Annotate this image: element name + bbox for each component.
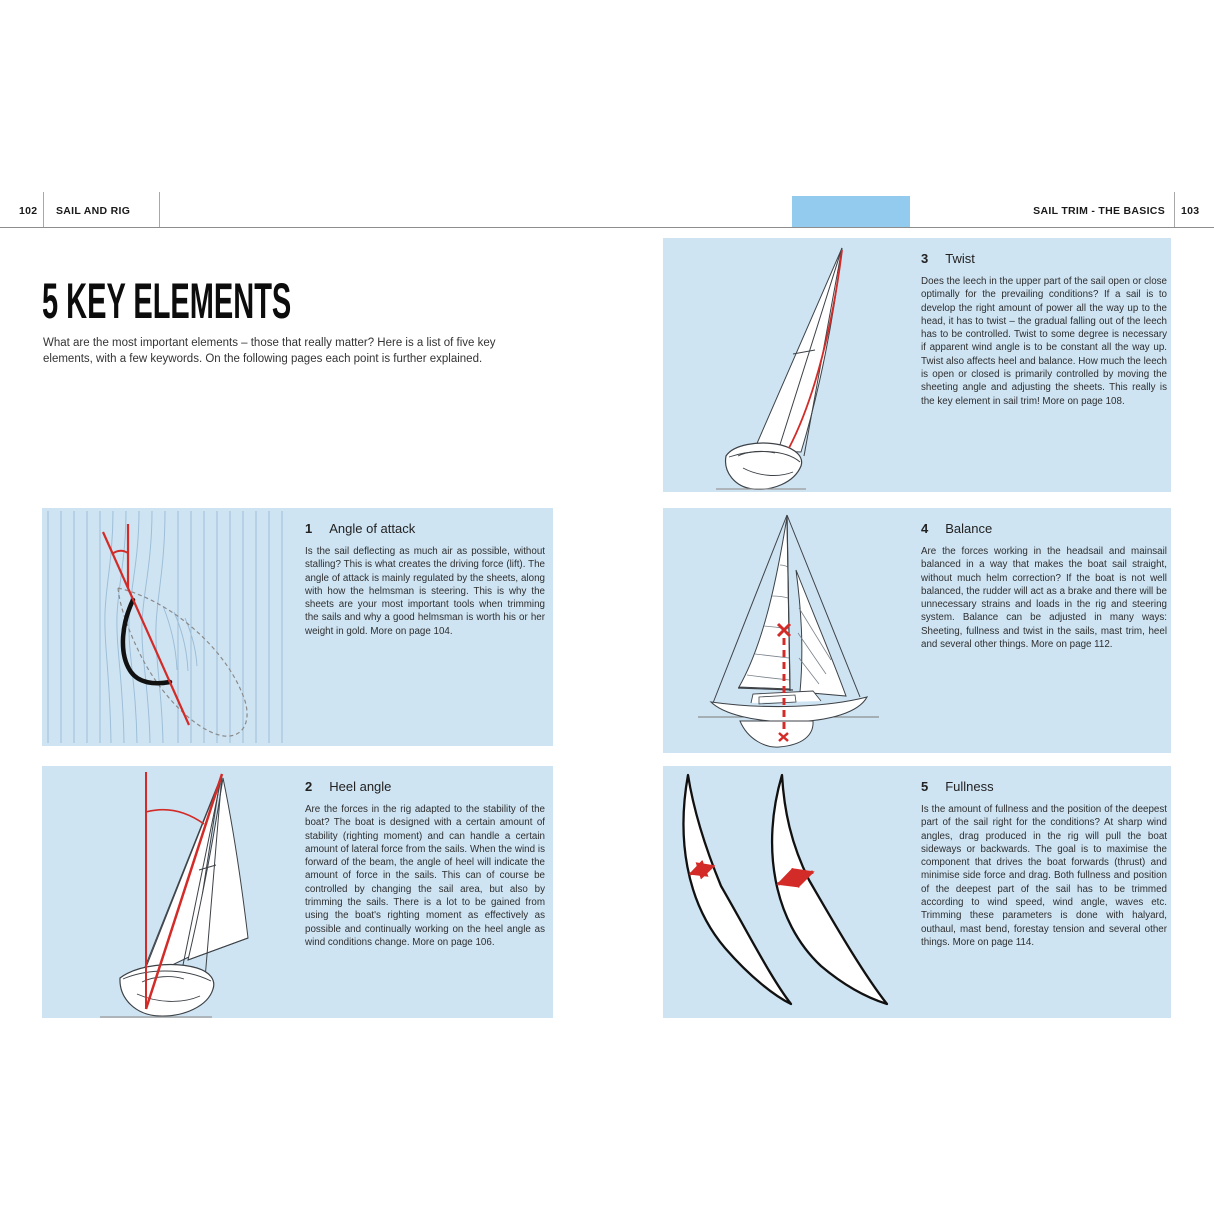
fullness-illustration bbox=[663, 766, 913, 1018]
section-heading bbox=[305, 521, 545, 536]
section-number: 2 bbox=[305, 779, 313, 794]
intro-paragraph: What are the most important elements – those that really matter? Here is a list of five key elements, with a few keywords. On the following pages each point is further explained. bbox=[43, 337, 496, 365]
section-5-text bbox=[921, 779, 1167, 949]
section-body: Is the sail deflecting as much air as possible, without stalling? This is what creates the driving force (lift). The angle of attack is mainly regulated by the sheets, along with how the helmsman is steering. This is why the sheets are your most important tools when trimming the sails and why a good helmsman is worth his or her weight in gold. More on page 104. bbox=[305, 546, 545, 637]
header-divider-right bbox=[1174, 192, 1175, 227]
left-page-number: 102 bbox=[19, 205, 38, 217]
section-4-text bbox=[921, 521, 1167, 651]
section-2-text bbox=[305, 779, 545, 949]
section-3-text bbox=[921, 251, 1167, 408]
section-1-text bbox=[305, 521, 545, 638]
header-divider-left-2 bbox=[159, 192, 160, 227]
section-heading bbox=[921, 779, 1167, 794]
section-title: Twist bbox=[945, 251, 975, 266]
section-title: Heel angle bbox=[329, 779, 392, 794]
section-number: 5 bbox=[921, 779, 929, 794]
section-heading bbox=[305, 779, 545, 794]
mainsail bbox=[739, 517, 790, 689]
hull bbox=[120, 965, 214, 1016]
underwater-body bbox=[740, 721, 813, 747]
section-title: Angle of attack bbox=[329, 521, 416, 536]
right-page-number: 103 bbox=[1181, 205, 1200, 217]
twist-illustration bbox=[663, 238, 913, 492]
header-rule bbox=[0, 227, 1214, 228]
section-heading bbox=[921, 251, 1167, 266]
section-body: Is the amount of fullness and the position of the deepest part of the sail right for the conditions? At sharp wind angles, drag produced in the rig will pull the boat sideways or backwards. The goal is to maximise the component that drives the boat forwards (thrust) and minimise side force and drag. Both fullness and position of the deepest part of the sail has to be trimmed according to wind speed, wind angle, waves etc. Trimming these parameters is done with halyard, outhaul, mast bend, forestay tension and several other things. More on page 114. bbox=[921, 804, 1167, 948]
genoa bbox=[796, 570, 846, 696]
full-sail-section bbox=[772, 775, 887, 1004]
section-number: 1 bbox=[305, 521, 313, 536]
angle-of-attack-illustration bbox=[42, 508, 295, 746]
chapter-color-tab bbox=[792, 196, 910, 227]
section-body: Does the leech in the upper part of the sail open or close optimally for the prevailing conditions? If a sail is to develop the right amount of power all the way up to the head, it has to twist – the gradual falling out of the leech has to be controlled. Twist to some degree is necessary if apparent wind angle is to be constant all the way up. Twist also affects heel and balance. How much the leech is open or closed is primarily controlled by moving the sheeting angle and adjusting the sheets. This really is the key element in sail trim! More on page 108. bbox=[921, 276, 1167, 407]
header-divider-left-1 bbox=[43, 192, 44, 227]
section-twist bbox=[663, 238, 1171, 492]
page-title: 5 KEY ELEMENTS bbox=[42, 273, 292, 329]
angle-of-attack-markers bbox=[103, 524, 189, 725]
right-running-head: SAIL TRIM - THE BASICS bbox=[1033, 205, 1165, 217]
left-running-head: SAIL AND RIG bbox=[56, 205, 131, 217]
heel-angle-illustration bbox=[42, 766, 295, 1018]
section-angle-of-attack bbox=[42, 508, 553, 746]
section-body: Are the forces in the rig adapted to the stability of the boat? The boat is designed with a certain amount of stability (righting moment) and can handle a certain amount of lateral force from the sails. When the wind is forward of the beam, the angle of heel will indicate the amount of force in the sails. This can of course be controlled by changing the sail area, but also by trimming the sails. There is a lot to be gained from using the boat's righting moment as effectively as possible and continually working on the heel angle as wind conditions change. More on page 106. bbox=[305, 804, 545, 948]
section-heading bbox=[921, 521, 1167, 536]
section-title: Balance bbox=[945, 521, 993, 536]
hull bbox=[726, 443, 802, 489]
section-number: 3 bbox=[921, 251, 929, 266]
section-body: Are the forces working in the headsail and mainsail balanced in a way that makes the boat sail straight, without much helm correction? If the boat is not well balanced, the rudder will act as a brake and there will be unnecessary strains and loads in the rig and steering system. Balance can be adjusted in many ways: Sheeting, fullness and twist in the sails, mast trim, heel and several other things. More on page 112. bbox=[921, 546, 1167, 651]
section-number: 4 bbox=[921, 521, 929, 536]
section-heel-angle bbox=[42, 766, 553, 1018]
section-balance bbox=[663, 508, 1171, 753]
section-fullness bbox=[663, 766, 1171, 1018]
balance-illustration bbox=[663, 508, 913, 753]
section-title: Fullness bbox=[945, 779, 994, 794]
